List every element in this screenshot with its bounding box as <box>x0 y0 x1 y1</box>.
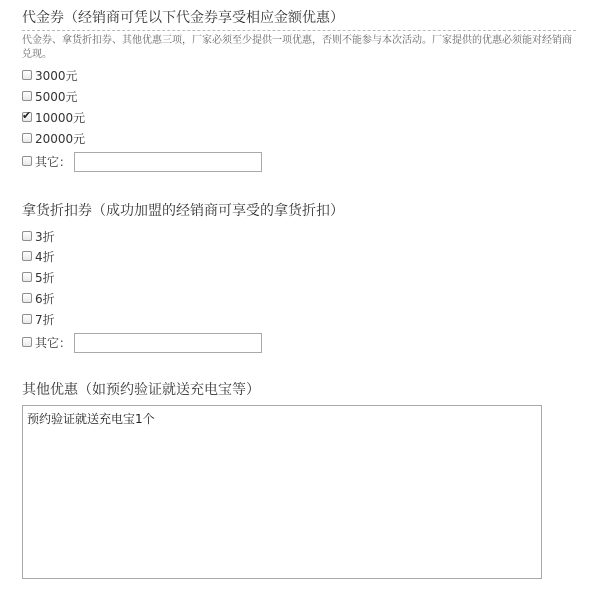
voucher-checkbox-20000[interactable] <box>22 133 32 143</box>
discount-checkbox-7[interactable] <box>22 314 32 324</box>
voucher-other-input[interactable] <box>74 152 262 172</box>
other-promotion-textarea[interactable]: 预约验证就送充电宝1个 <box>22 405 542 579</box>
discount-section-title: 拿货折扣券（成功加盟的经销商可享受的拿货折扣） <box>22 203 344 219</box>
voucher-option-label: 10000元 <box>35 110 86 125</box>
voucher-checkbox-3000[interactable] <box>22 70 32 80</box>
discount-checkbox-6[interactable] <box>22 293 32 303</box>
voucher-checkbox-5000[interactable] <box>22 91 32 101</box>
discount-option-label: 5折 <box>35 270 55 285</box>
discount-other-label: 其它： <box>35 335 72 350</box>
discount-option-label: 6折 <box>35 291 55 306</box>
voucher-option-10000[interactable] <box>22 108 85 126</box>
discount-option-7[interactable] <box>22 310 55 328</box>
discount-other-input[interactable] <box>74 333 262 353</box>
discount-option-4[interactable] <box>22 247 55 265</box>
discount-checkbox-other[interactable] <box>22 337 32 347</box>
section-divider <box>22 30 576 31</box>
discount-option-label: 3折 <box>35 229 55 244</box>
other-section-title: 其他优惠（如预约验证就送充电宝等） <box>22 382 260 398</box>
discount-checkbox-4[interactable] <box>22 251 32 261</box>
voucher-checkbox-other[interactable] <box>22 156 32 166</box>
voucher-option-label: 3000元 <box>35 68 78 83</box>
voucher-hint-text: 代金券、拿货折扣券、其他优惠三项，厂家必须至少提供一项优惠，否则不能参与本次活动。厂家提供的优惠必须能对经销商兑现。 <box>22 35 572 60</box>
discount-option-other[interactable] <box>22 333 71 351</box>
discount-checkbox-3[interactable] <box>22 231 32 241</box>
discount-option-6[interactable] <box>22 289 55 307</box>
voucher-option-other[interactable] <box>22 152 71 170</box>
voucher-option-20000[interactable] <box>22 129 85 147</box>
voucher-checkbox-10000[interactable] <box>22 112 32 122</box>
discount-checkbox-5[interactable] <box>22 272 32 282</box>
discount-option-5[interactable] <box>22 268 55 286</box>
voucher-section-title: 代金券（经销商可凭以下代金券享受相应金额优惠） <box>22 10 344 26</box>
voucher-option-3000[interactable] <box>22 66 78 84</box>
discount-option-3[interactable] <box>22 227 55 245</box>
voucher-option-label: 5000元 <box>35 89 78 104</box>
voucher-other-label: 其它： <box>35 154 72 169</box>
discount-option-label: 4折 <box>35 249 55 264</box>
voucher-option-label: 20000元 <box>35 131 86 146</box>
discount-option-label: 7折 <box>35 312 55 327</box>
voucher-option-5000[interactable] <box>22 87 78 105</box>
